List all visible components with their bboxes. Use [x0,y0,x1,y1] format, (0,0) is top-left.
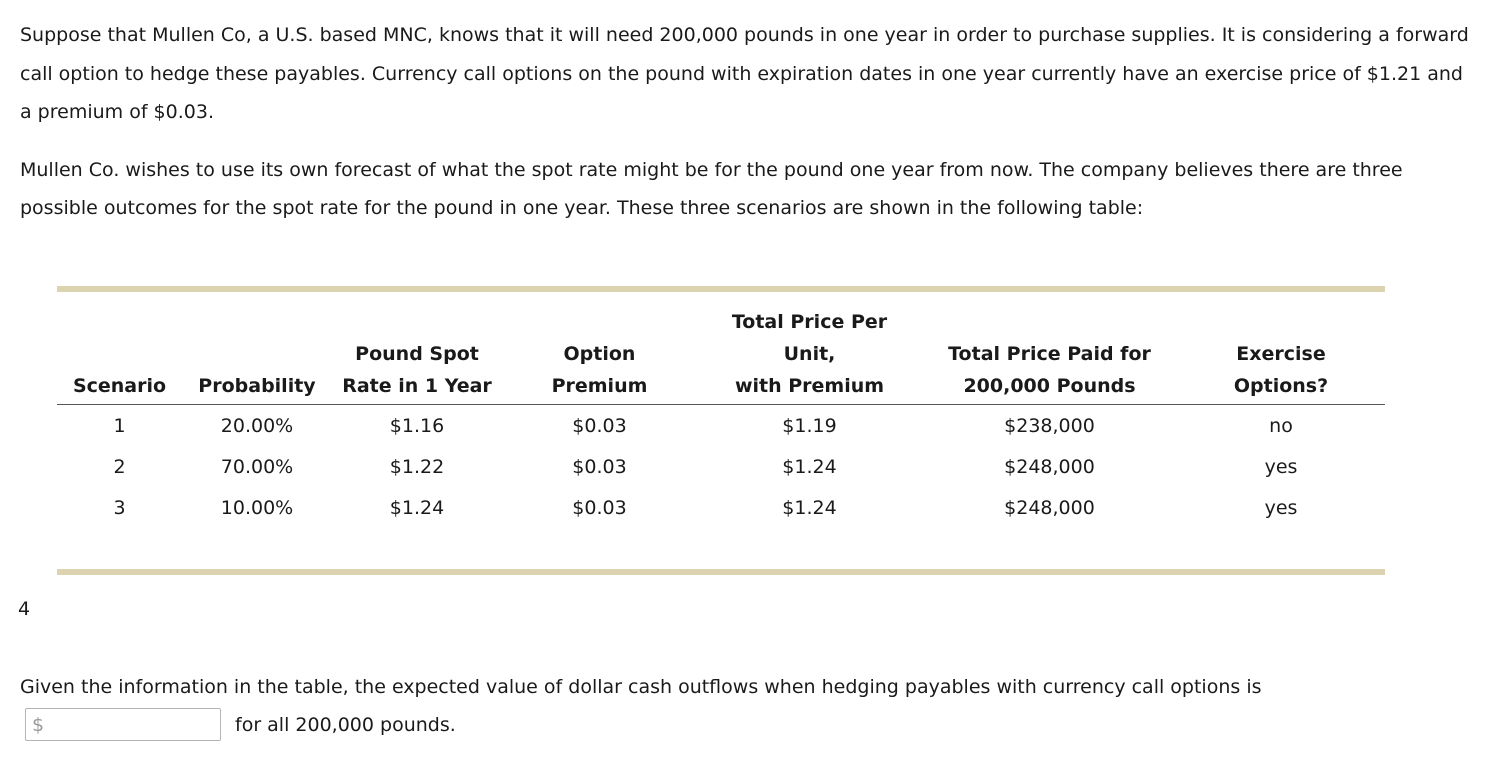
header-total-price-per-unit: Total Price Per Unit, with Premium [697,292,922,405]
cell-spot-rate: $1.22 [389,455,445,478]
cell-probability: 20.00% [220,414,294,437]
cell-total-price-paid: $248,000 [1004,496,1095,519]
cell-exercise-options: yes [1264,455,1298,478]
intro-text [20,16,1470,228]
table-row [57,405,1385,447]
table-row [57,487,1385,528]
header-option-premium: Option Premium [502,292,697,405]
header-exercise-options: Exercise Options? [1177,292,1385,405]
header-probability: Probability [182,292,332,405]
cell-total-price-per-unit: $1.19 [782,414,837,437]
header-scenario: Scenario [57,292,182,405]
dollar-prefix: $ [32,713,45,736]
scenario-table [57,292,1385,569]
intro-paragraph-1: Suppose that Mullen Co, a U.S. based MNC, knows that it will need 200,000 pounds in one year in order to purchase supplies. It is considering a forward call option to hedge these payables. Currency call options on the pound with expiration dates in one year currently have an exercise price of $1.21 and a premium of $0.03. [20,24,1469,123]
cell-total-price-per-unit: $1.24 [782,455,837,478]
cell-total-price-paid: $238,000 [1004,414,1095,437]
question-text: Given the information in the table, the expected value of dollar cash outflows when hedging payables with currency call options is [20,676,1262,698]
table-header-row [57,292,1385,405]
cell-exercise-options: no [1269,414,1293,437]
cell-scenario: 1 [113,414,126,437]
cell-probability: 70.00% [220,455,294,478]
cell-option-premium: $0.03 [572,455,627,478]
answer-line [25,707,456,742]
answer-suffix-text: for all 200,000 pounds. [235,713,456,736]
cell-total-price-paid: $248,000 [1004,455,1095,478]
cell-scenario: 2 [113,455,126,478]
expected-value-field[interactable] [25,708,221,741]
header-spot-rate: Pound Spot Rate in 1 Year [332,292,502,405]
cell-probability: 10.00% [220,496,294,519]
cell-spot-rate: $1.24 [389,496,445,519]
page-number: 4 [18,598,31,620]
cell-spot-rate: $1.16 [389,414,445,437]
table-bottom-band [57,569,1385,575]
header-total-price-paid: Total Price Paid for 200,000 Pounds [922,292,1177,405]
scenario-table-container [57,286,1385,575]
table-spacer-row [57,528,1385,569]
intro-paragraph-2: Mullen Co. wishes to use its own forecast of what the spot rate might be for the pound one year from now. The company believes there are three possible outcomes for the spot rate for the pound in one year. These three scenarios are shown in the following table: [20,158,1403,219]
cell-exercise-options: yes [1264,496,1298,519]
cell-scenario: 3 [113,496,126,519]
cell-option-premium: $0.03 [572,496,627,519]
table-row [57,446,1385,487]
cell-option-premium: $0.03 [572,414,627,437]
cell-total-price-per-unit: $1.24 [782,496,837,519]
